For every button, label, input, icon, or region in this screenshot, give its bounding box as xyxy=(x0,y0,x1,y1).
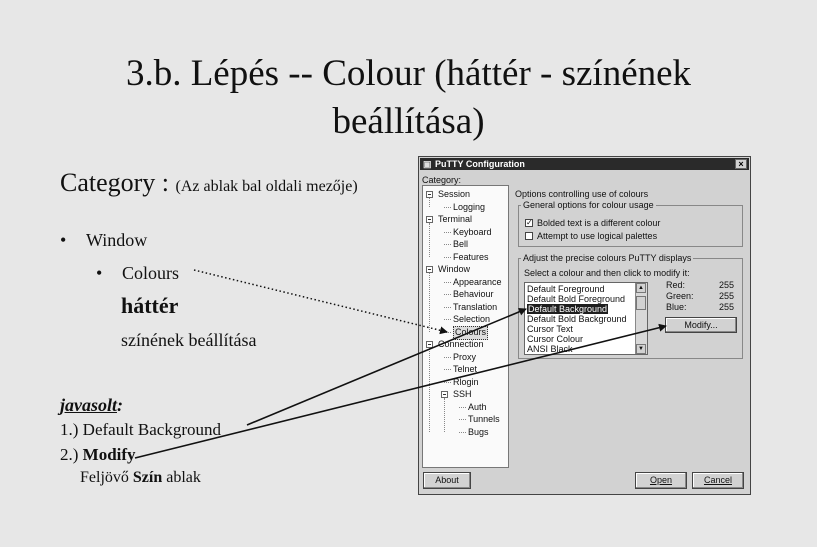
tree-item[interactable]: Window xyxy=(438,264,471,274)
scroll-up-icon: ▲ xyxy=(638,285,644,291)
colour-list-item[interactable]: Default Bold Foreground xyxy=(527,294,626,304)
tree-item[interactable]: Bell xyxy=(453,239,469,249)
close-icon: × xyxy=(738,159,744,169)
modify-button-label: Modify... xyxy=(684,320,718,330)
tree-item[interactable]: Tunnels xyxy=(468,414,500,424)
tree-item[interactable]: Appearance xyxy=(453,276,502,287)
colour-list-item[interactable]: Default Background xyxy=(528,304,608,314)
bullet-glyph: • xyxy=(96,263,103,283)
tree-item[interactable]: Bugs xyxy=(468,426,489,437)
scroll-down-icon: ▼ xyxy=(638,346,644,352)
colour-list-item[interactable]: Cursor Text xyxy=(527,324,573,334)
cancel-button-label: Cancel xyxy=(703,475,732,485)
tree-item[interactable]: Telnet xyxy=(453,364,478,374)
step1-text: 1.) Default Background xyxy=(60,420,221,439)
tree-item[interactable]: Logging xyxy=(453,201,486,212)
colours-pointer-arrow xyxy=(194,270,447,332)
green-value: 255 xyxy=(719,291,735,301)
tree-item[interactable]: Features xyxy=(453,251,489,262)
colour-list-item[interactable]: Default Foreground xyxy=(527,284,605,294)
hatter-heading: háttér xyxy=(121,293,179,318)
step2-prefix: 2.) xyxy=(60,445,83,464)
tree-item[interactable]: Terminal xyxy=(438,214,473,224)
red-value: 255 xyxy=(719,280,735,290)
open-button-label: Open xyxy=(649,475,673,485)
step2b-prefix: Feljövő xyxy=(80,469,133,486)
palettes-checkbox-label[interactable]: Attempt to use logical palettes xyxy=(537,231,658,241)
bullet-colours-label: Colours xyxy=(122,263,180,283)
bullet-window-label: Window xyxy=(86,230,148,250)
general-options-label: General options for colour usage xyxy=(523,200,654,210)
category-label: Category : xyxy=(60,168,176,197)
default-background-arrow xyxy=(247,309,526,425)
tree-item[interactable]: Rlogin xyxy=(453,376,479,387)
tree-item[interactable]: Selection xyxy=(453,314,491,324)
tree-item[interactable]: Behaviour xyxy=(453,289,494,299)
bullet-glyph: • xyxy=(60,230,67,250)
tree-item[interactable]: Colours xyxy=(453,326,488,340)
tree-item[interactable]: Connection xyxy=(438,339,484,349)
tree-item[interactable]: Proxy xyxy=(453,351,477,362)
options-label: Options controlling use of colours xyxy=(515,189,649,199)
colour-list-item[interactable]: ANSI Black xyxy=(527,344,573,354)
colour-list-item[interactable]: Default Bold Background xyxy=(527,314,627,324)
category-note: (Az ablak bal oldali mezője) xyxy=(175,178,358,195)
red-label: Red: xyxy=(666,280,686,290)
slide-title-line1: 3.b. Lépés -- Colour (háttér - színének xyxy=(125,53,692,94)
green-label: Green: xyxy=(666,291,694,301)
bolded-checkbox-label[interactable]: Bolded text is a different colour xyxy=(537,218,661,228)
javasolt-colon: : xyxy=(117,395,123,415)
blue-value: 255 xyxy=(719,302,735,312)
tree-item[interactable]: Keyboard xyxy=(453,226,492,237)
colour-list-item[interactable]: Cursor Colour xyxy=(527,334,584,344)
adjust-colours-label: Adjust the precise colours PuTTY displays xyxy=(523,253,692,263)
blue-label: Blue: xyxy=(666,302,687,312)
slide-title-line2: beállítása) xyxy=(332,101,485,142)
step2b-bold: Szín xyxy=(132,469,163,486)
check-icon: ✓ xyxy=(526,218,533,227)
about-button-label: About xyxy=(435,475,459,485)
modify-arrow xyxy=(135,326,666,458)
szinenek-text: színének beállítása xyxy=(121,330,257,350)
javasolt-label: javasolt xyxy=(60,395,117,415)
tree-item[interactable]: Session xyxy=(438,189,471,199)
select-colour-hint: Select a colour and then click to modify it: xyxy=(524,268,690,278)
putty-app-icon: ▣ xyxy=(423,159,432,169)
tree-item[interactable]: Translation xyxy=(453,301,498,312)
category-tree-label: Category: xyxy=(422,175,462,185)
step2-bold: Modify xyxy=(82,445,136,464)
window-title: PuTTY Configuration xyxy=(435,159,525,169)
step2b-suffix: ablak xyxy=(162,469,201,486)
tree-item[interactable]: SSH xyxy=(453,389,472,399)
tree-item[interactable]: Auth xyxy=(468,401,487,412)
